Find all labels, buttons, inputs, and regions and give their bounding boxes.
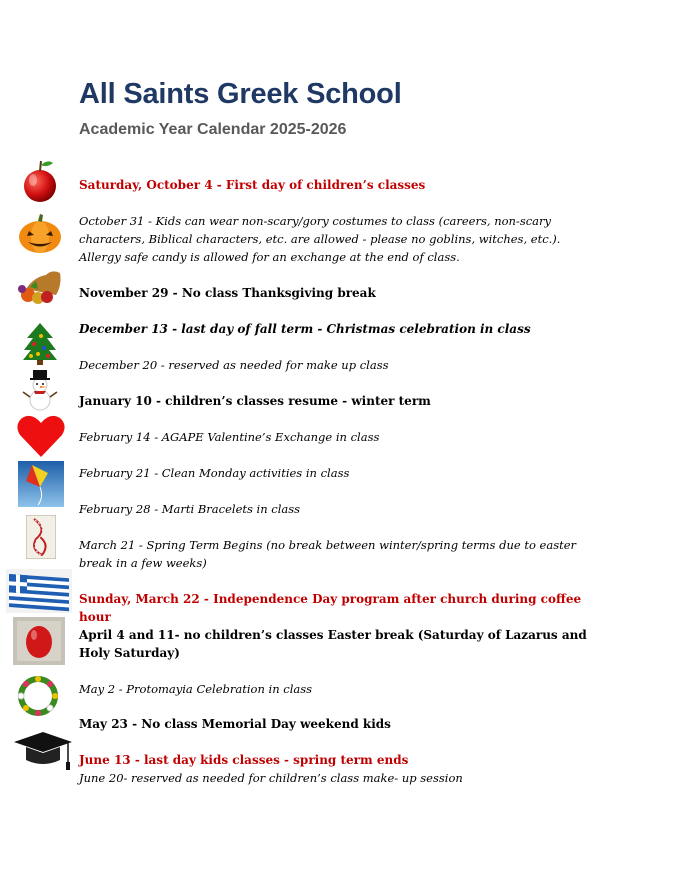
event-january-10: January 10 - children’s classes resume - winter term [79, 394, 431, 408]
christmas-tree-icon [22, 320, 58, 366]
event-may-23: May 23 - No class Memorial Day weekend kids [79, 717, 391, 731]
flower-wreath-icon [15, 673, 61, 719]
heart-icon [16, 413, 66, 459]
pumpkin-icon [17, 213, 63, 255]
page-subtitle: Academic Year Calendar 2025-2026 [79, 121, 347, 138]
red-egg-icon [13, 617, 65, 665]
event-november-29: November 29 - No class Thanksgiving break [79, 286, 376, 300]
event-may-2: May 2 - Protomayia Celebration in class [79, 682, 313, 696]
event-october-4: Saturday, October 4 - First day of children’s classes [79, 178, 426, 192]
event-june-20: June 20- reserved as needed for children’s class make- up session [79, 771, 463, 785]
apple-icon [20, 158, 60, 204]
event-april-4-11: April 4 and 11- no children’s classes Easter break (Saturday of Lazarus and Holy Saturday) [79, 628, 587, 660]
event-february-21: February 21 - Clean Monday activities in class [79, 466, 350, 480]
kite-icon [18, 461, 64, 507]
snowman-icon [22, 368, 58, 412]
graduation-cap-icon [12, 728, 74, 776]
event-december-20: December 20 - reserved as needed for make up class [79, 358, 389, 372]
event-october-31: October 31 - Kids can wear non-scary/gory costumes to class (careers, non-scary characters, Biblical characters, etc. are allowed - please no goblins, witches, etc.). Allergy safe candy is allowed for an exchange at the end of class. [79, 214, 561, 264]
bracelet-icon [26, 515, 56, 559]
event-february-28: February 28 - Marti Bracelets in class [79, 502, 301, 516]
event-december-13: December 13 - last day of fall term - Christmas celebration in class [79, 322, 531, 336]
greek-flag-icon [6, 569, 72, 613]
event-march-21: March 21 - Spring Term Begins (no break between winter/spring terms due to easter break in a few weeks) [79, 538, 577, 570]
event-march-22: Sunday, March 22 - Independence Day program after church during coffee hour [79, 592, 582, 624]
event-february-14: February 14 - AGAPE Valentine’s Exchange in class [79, 430, 380, 444]
cornucopia-icon [16, 265, 64, 307]
event-june-13: June 13 - last day kids classes - spring term ends [79, 753, 409, 767]
page-title: All Saints Greek School [79, 78, 402, 110]
